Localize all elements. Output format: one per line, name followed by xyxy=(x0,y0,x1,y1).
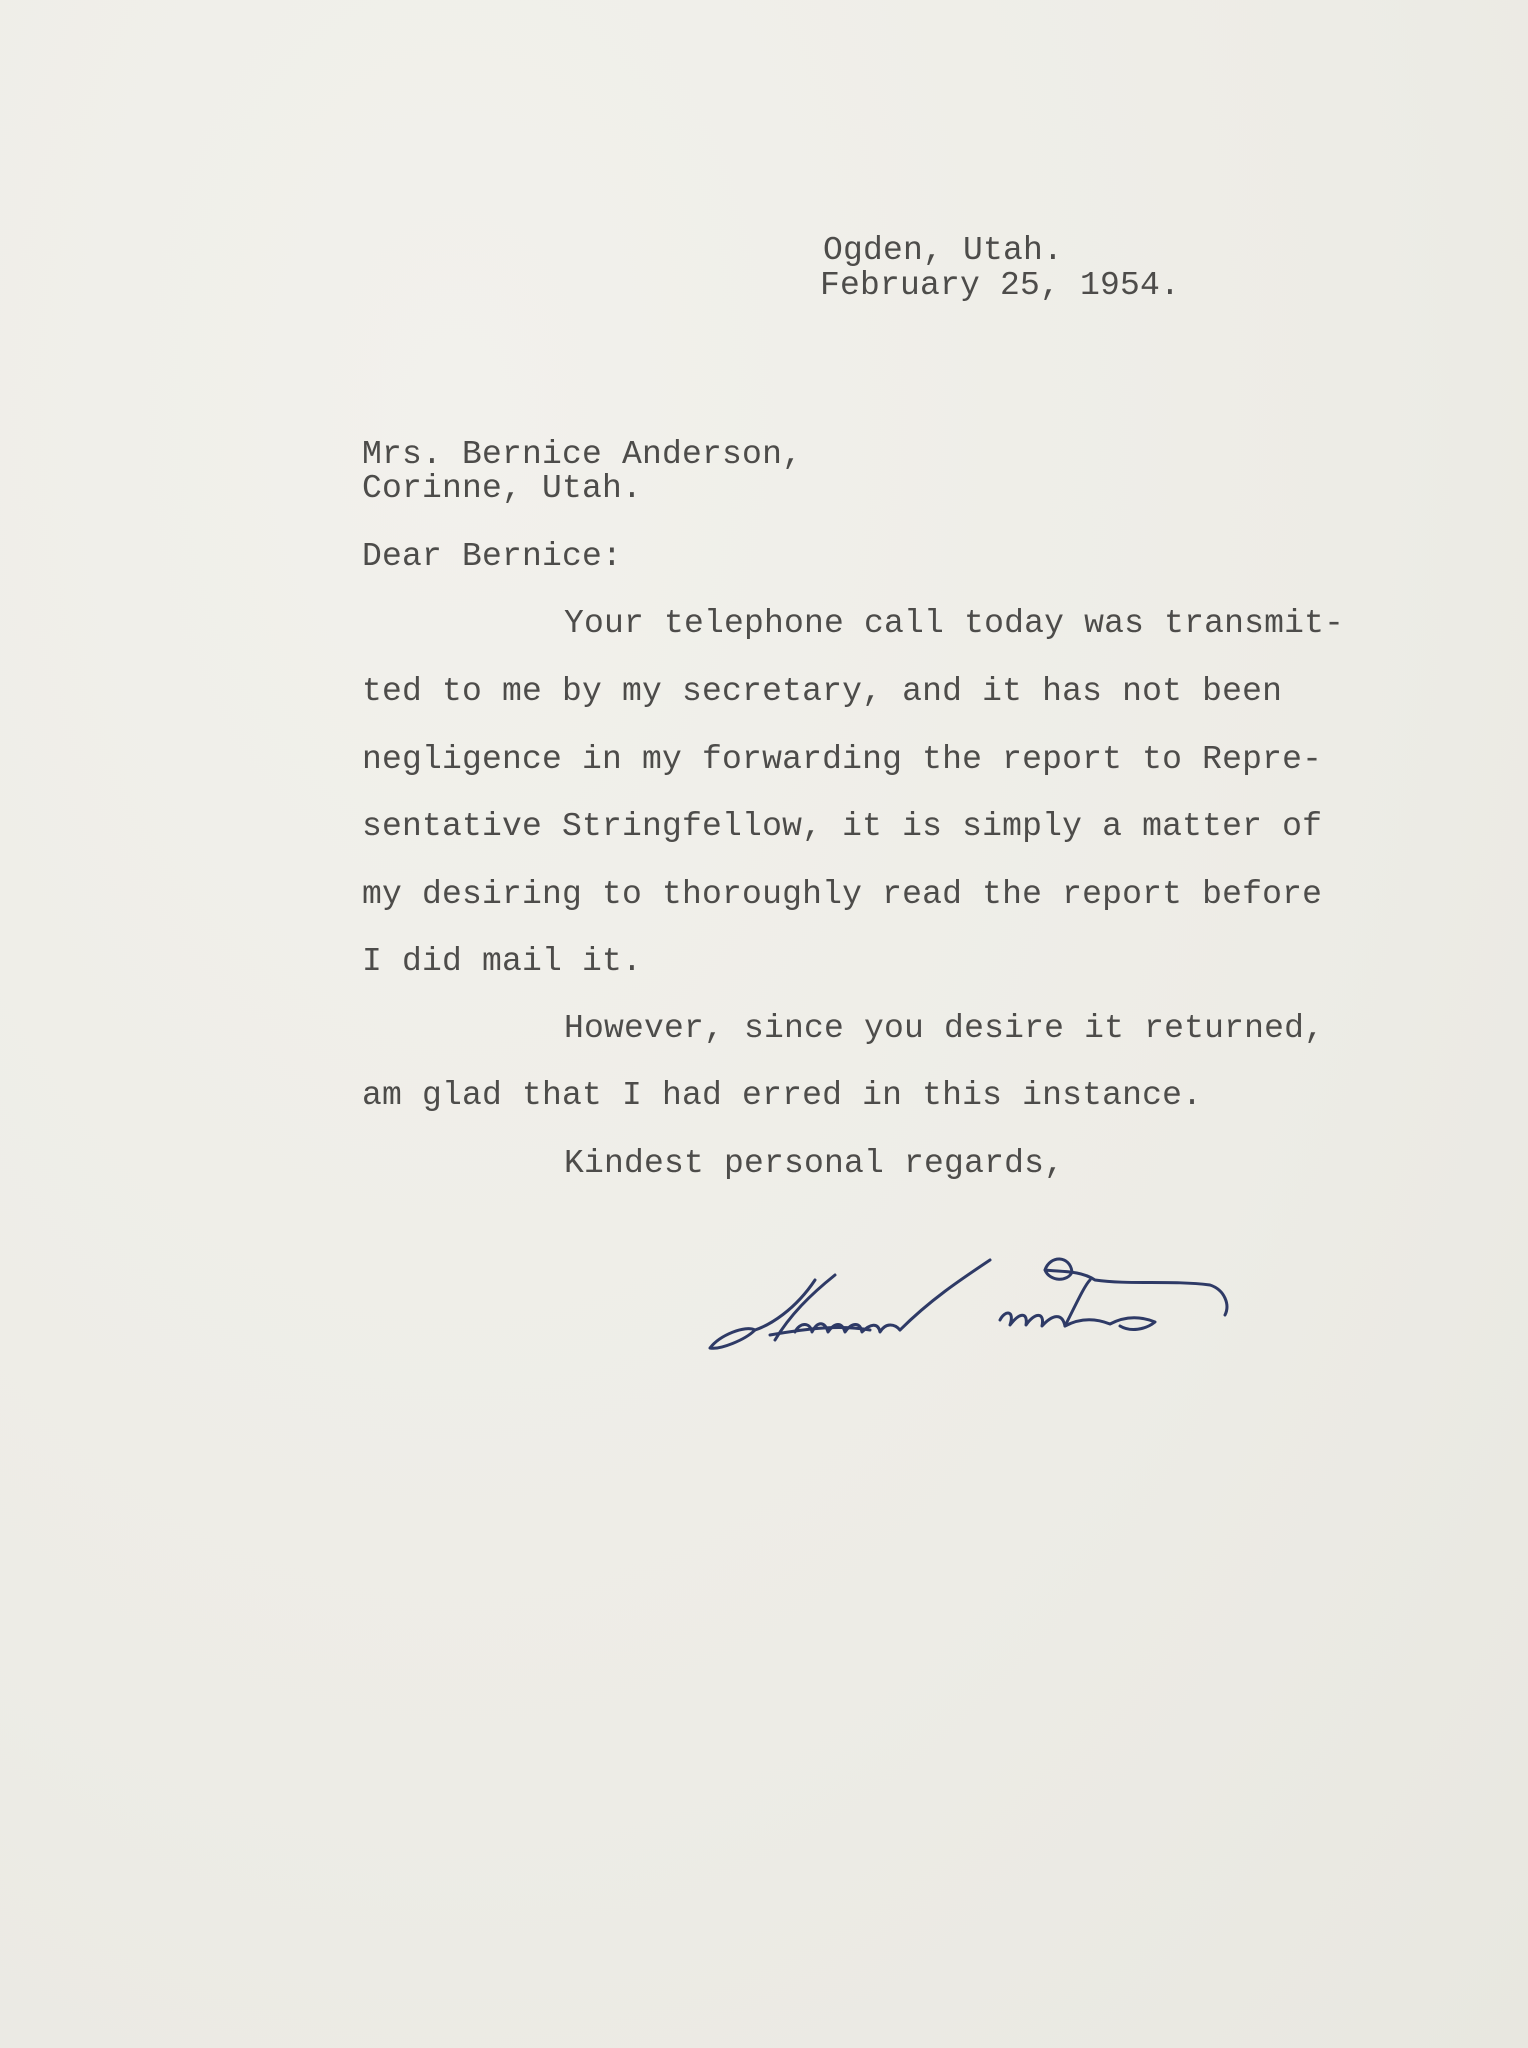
body-line: my desiring to thoroughly read the report before xyxy=(362,876,1323,913)
body-line: Your telephone call today was transmit- xyxy=(564,605,1345,642)
body-line: ted to me by my secretary, and it has not been xyxy=(362,673,1283,710)
body-line: sentative Stringfellow, it is simply a matter of xyxy=(362,808,1323,845)
body-line: negligence in my forwarding the report to Repre- xyxy=(362,741,1323,778)
letter-date: February 25, 1954. xyxy=(820,267,1181,304)
closing: Kindest personal regards, xyxy=(564,1145,1065,1182)
recipient-name: Mrs. Bernice Anderson, xyxy=(362,436,803,473)
recipient-city: Corinne, Utah. xyxy=(362,470,643,507)
handwritten-signature xyxy=(700,1240,1300,1370)
body-line: I did mail it. xyxy=(362,943,643,980)
body-line: However, since you desire it returned, xyxy=(564,1010,1325,1047)
salutation: Dear Bernice: xyxy=(362,538,623,575)
letter-place: Ogden, Utah. xyxy=(823,232,1064,269)
body-line: am glad that I had erred in this instance. xyxy=(362,1077,1203,1114)
